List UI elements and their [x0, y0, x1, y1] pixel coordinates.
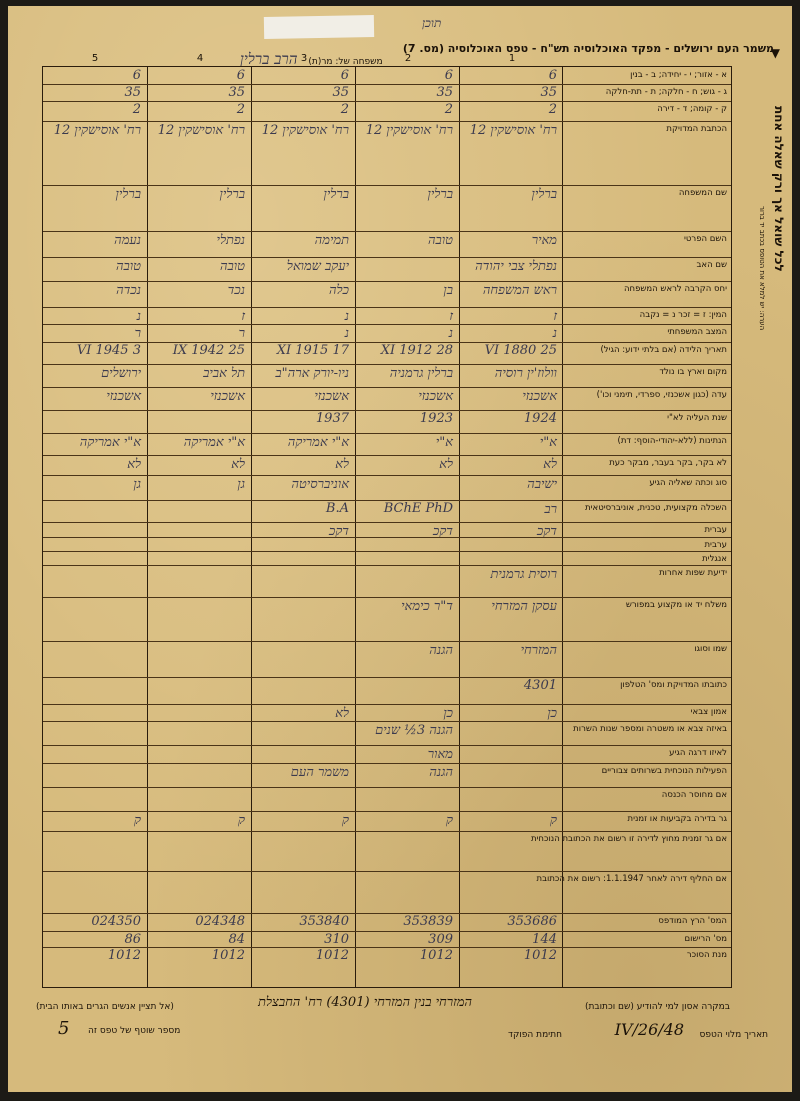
cell-community[interactable]: אשכנזי	[314, 389, 349, 404]
cell-given[interactable]: נעמה	[114, 233, 141, 248]
cell-citizenship[interactable]: א"י	[539, 435, 557, 450]
cell-marital[interactable]: נ	[344, 326, 349, 341]
top-mark: תוכן	[422, 16, 442, 30]
label-temp: אם גר זמנית מחוץ לדירה זו רשום את הכתובת הנוכחית	[530, 834, 727, 844]
cell-heb[interactable]: דקכ	[328, 524, 349, 539]
cell-military[interactable]: כן	[547, 706, 557, 721]
label-reg_no: מס' הרישום	[684, 934, 727, 944]
signature-label: חתימת הפוקד	[508, 1030, 562, 1040]
column-number: 2	[404, 53, 412, 64]
cell-birthplace[interactable]: ניו-יורק ארה"ב	[275, 366, 349, 381]
cell-b[interactable]: 35	[332, 85, 349, 100]
fill-date: IV/26/48	[614, 1020, 684, 1039]
label-father: שם האב	[696, 260, 727, 270]
cell-addr[interactable]: רח' אוסישקין 12	[261, 123, 349, 138]
label-community: עדה (כגון אשכנזי, ספרדי, תימני וכו')	[596, 390, 727, 400]
label-given: השם הפרטי	[684, 234, 727, 244]
cell-rank[interactable]: מאור	[427, 747, 453, 762]
census-form-page	[8, 6, 792, 1092]
cell-surname[interactable]: ברלין	[531, 187, 557, 202]
cell-other_lang[interactable]: רוסית גרמנית	[490, 567, 557, 582]
cell-community[interactable]: אשכנזי	[106, 389, 141, 404]
label-moved: אם החליף דירה לאחר 1.1.1947: רשום את הכתובת	[536, 874, 727, 884]
label-surname: שם המשפחה	[678, 188, 727, 198]
cell-public[interactable]: הגנה	[429, 765, 453, 780]
cell-counter[interactable]: 1012	[523, 948, 557, 963]
cell-birthplace[interactable]: תל אביב	[203, 366, 245, 381]
cell-relation[interactable]: בן	[443, 283, 453, 298]
cell-surname[interactable]: ברלין	[115, 187, 141, 202]
label-id_no: המס' הרץ המודפס	[658, 916, 727, 926]
cell-relation[interactable]: נכדה	[116, 283, 141, 298]
cell-b[interactable]: 35	[228, 85, 245, 100]
paper-tape	[264, 15, 374, 39]
label-birthplace: מקום וארץ בו נולד	[659, 367, 727, 377]
cell-a[interactable]: 6	[340, 68, 349, 83]
cell-study[interactable]: לא	[543, 457, 557, 472]
row-divider	[43, 831, 731, 832]
cell-military[interactable]: כן	[443, 706, 453, 721]
cell-relation[interactable]: כלה	[328, 283, 349, 298]
cell-school[interactable]: ישיבה	[527, 477, 557, 492]
cell-birthplace[interactable]: וולוז'ין רוסיה	[494, 366, 557, 381]
cell-aliyah[interactable]: 1923	[419, 411, 453, 426]
cell-b[interactable]: 35	[540, 85, 557, 100]
cell-counter[interactable]: 1012	[211, 948, 245, 963]
cell-birth[interactable]: 3 VI 1945	[76, 343, 141, 358]
cell-birthplace[interactable]: ברלין גרמניה	[389, 366, 453, 381]
cell-citizenship[interactable]: א"י	[435, 435, 453, 450]
label-emp_addr: כתובתו המדויקת ומס' הטלפון	[620, 680, 727, 690]
cell-given[interactable]: מאיר	[531, 233, 557, 248]
cell-addr[interactable]: רח' אוסישקין 12	[365, 123, 453, 138]
cell-study[interactable]: לא	[335, 457, 349, 472]
cell-citizenship[interactable]: א"י אמריקה	[287, 435, 349, 450]
cell-id_no[interactable]: 024348	[195, 914, 245, 929]
person-column	[43, 53, 147, 987]
label-occupation: משלח יד או מקצוע במפורש	[625, 600, 727, 610]
label-eng: אנגלית	[702, 554, 727, 564]
cell-a[interactable]: 6	[548, 68, 557, 83]
cell-community[interactable]: אשכנזי	[418, 389, 453, 404]
row-divider	[43, 787, 731, 788]
cell-study[interactable]: לא	[127, 457, 141, 472]
cell-id_no[interactable]: 353840	[299, 914, 349, 929]
cell-sex[interactable]: נ	[344, 309, 349, 324]
cell-degree[interactable]: B.A	[325, 501, 349, 516]
label-employer: שמו וסוגו	[694, 644, 727, 654]
cell-heb[interactable]: דקכ	[432, 524, 453, 539]
cell-citizenship[interactable]: א"י אמריקה	[79, 435, 141, 450]
cell-id_no[interactable]: 353839	[403, 914, 453, 929]
label-sex: המין: ז = זכר נ = נקבה	[639, 310, 727, 320]
cell-a[interactable]: 6	[236, 68, 245, 83]
cell-marital[interactable]: נ	[552, 326, 557, 341]
cell-c[interactable]: 2	[444, 102, 453, 117]
cell-birth[interactable]: 25 VI 1880	[484, 343, 557, 358]
cell-occupation[interactable]: ד"ר כימאי	[401, 599, 453, 614]
row-divider	[43, 475, 731, 476]
label-relation: יחס הקרבה לראש המשפחה	[623, 284, 727, 294]
row-divider	[43, 537, 731, 538]
cell-marital[interactable]: ר	[238, 326, 245, 341]
label-disabled: אם מחוסר הכנסה	[661, 790, 727, 800]
emergency-note: (אל תציין אנשים הגרים באותו הבית)	[36, 1002, 174, 1012]
cell-relation[interactable]: ראש המשפחה	[482, 283, 557, 298]
cell-reg_no[interactable]: 309	[428, 932, 453, 947]
column-number: 3	[300, 53, 308, 64]
cell-marital[interactable]: נ	[448, 326, 453, 341]
cell-military[interactable]: לא	[335, 706, 349, 721]
cell-emp_addr[interactable]: 4301	[523, 678, 557, 693]
label-public: הפעילות הנוכחית בשרותים צבוריים	[601, 766, 727, 776]
cell-aliyah[interactable]: 1937	[315, 411, 349, 426]
cell-occupation[interactable]: עסקן המזרחי	[491, 599, 557, 614]
cell-study[interactable]: לא	[439, 457, 453, 472]
row-divider	[43, 677, 731, 678]
cell-school[interactable]: גן	[133, 477, 141, 492]
cell-addr[interactable]: רח' אוסישקין 12	[469, 123, 557, 138]
label-c: ק - קומה; ד - דירה	[657, 104, 727, 114]
cell-aliyah[interactable]: 1924	[523, 411, 557, 426]
label-marital: המצב המשפחתי	[667, 327, 727, 337]
cell-room[interactable]: ק	[446, 813, 453, 828]
label-birth: תאריך הלידה (אם בלתי ידוע: הגיל)	[600, 345, 727, 355]
cell-heb[interactable]: דקכ	[536, 524, 557, 539]
cell-surname[interactable]: ברלין	[323, 187, 349, 202]
cell-father[interactable]: טובה	[219, 259, 245, 274]
family-label: משפחה של: מר(ת) הרב ברלין	[240, 50, 383, 68]
cell-birth[interactable]: 25 IX 1942	[172, 343, 245, 358]
cell-sex[interactable]: ז	[553, 309, 557, 324]
label-b: ג - גוש; ח - חלקה; ת - תת-חלקה	[605, 87, 727, 97]
cell-sex[interactable]: ז	[241, 309, 245, 324]
copy-number-label: מספר שוטף של טפס זה	[88, 1026, 181, 1036]
label-arb: ערבית	[704, 540, 727, 550]
row-divider	[43, 871, 731, 872]
cell-counter[interactable]: 1012	[107, 948, 141, 963]
cell-given[interactable]: טובה	[427, 233, 453, 248]
label-other_lang: ידיעת שפות אחרות	[659, 568, 727, 578]
label-military: אמון צבאי	[690, 707, 727, 717]
cell-employer[interactable]: הגנה	[429, 643, 453, 658]
cell-community[interactable]: אשכנזי	[522, 389, 557, 404]
column-number: 4	[196, 53, 204, 64]
cell-c[interactable]: 2	[548, 102, 557, 117]
cell-b[interactable]: 35	[436, 85, 453, 100]
label-room: גר בדירה בקביעות או זמנית	[627, 814, 727, 824]
cell-b[interactable]: 35	[124, 85, 141, 100]
cell-reg_no[interactable]: 310	[324, 932, 349, 947]
cell-relation[interactable]: נכד	[227, 283, 245, 298]
cell-sex[interactable]: ז	[449, 309, 453, 324]
cell-c[interactable]: 2	[340, 102, 349, 117]
cell-room[interactable]: ק	[550, 813, 557, 828]
cell-degree[interactable]: רב	[544, 502, 557, 517]
person-column	[147, 53, 251, 987]
cell-id_no[interactable]: 353686	[507, 914, 557, 929]
label-school: סוג וכתה שאליה הגיע	[649, 478, 727, 488]
label-citizenship: הנתינות (ללא-יהודי-הוסף: דת)	[617, 436, 727, 446]
row-divider	[43, 565, 731, 566]
label-a: א - אזור; י - יחידה; ב - בנין	[630, 70, 727, 80]
cell-reg_no[interactable]: 144	[532, 932, 557, 947]
label-aliyah: שנת העליה לא"י	[667, 413, 727, 423]
cell-a[interactable]: 6	[132, 68, 141, 83]
cell-father[interactable]: יעקב שמואל	[286, 259, 349, 274]
cell-c[interactable]: 2	[236, 102, 245, 117]
label-rank: לאיזו דרגה הגיע	[669, 748, 727, 758]
cell-addr[interactable]: רח' אוסישקין 12	[157, 123, 245, 138]
side-note: הערה: יש למלא את הטופס בכתב יד ברור	[758, 206, 766, 331]
emergency-contact: המזרחי בנין המזרחי (4301) רח' החבצלת	[258, 995, 473, 1010]
cell-a[interactable]: 6	[444, 68, 453, 83]
cell-school[interactable]: אוניברסיטה	[291, 477, 349, 492]
label-counter: מנת הסוכר	[686, 950, 727, 960]
cell-id_no[interactable]: 024350	[91, 914, 141, 929]
row-divider	[43, 551, 731, 552]
cell-room[interactable]: ק	[238, 813, 245, 828]
row-divider	[43, 257, 731, 258]
cell-surname[interactable]: ברלין	[427, 187, 453, 202]
cell-father[interactable]: נפתלי צבי יהודה	[475, 259, 557, 274]
cell-study[interactable]: לא	[231, 457, 245, 472]
cell-employer[interactable]: המזרחי	[520, 643, 557, 658]
cell-surname[interactable]: ברלין	[219, 187, 245, 202]
label-heb: עברית	[704, 525, 727, 535]
cell-birthplace[interactable]: ירושלים	[101, 366, 141, 381]
cell-c[interactable]: 2	[132, 102, 141, 117]
cell-reg_no[interactable]: 84	[228, 932, 245, 947]
emergency-label: במקרה אסון למי להודיע (שם וכתובת)	[584, 1002, 730, 1012]
cell-marital[interactable]: ר	[134, 326, 141, 341]
label-army: באיזה צבא או משטרה ומספר שנות השרות	[573, 724, 727, 734]
cell-school[interactable]: גן	[237, 477, 245, 492]
cell-given[interactable]: תמימה	[314, 233, 349, 248]
cell-given[interactable]: נפתלי	[216, 233, 245, 248]
cell-counter[interactable]: 1012	[419, 948, 453, 963]
cell-addr[interactable]: רח' אוסישקין 12	[53, 123, 141, 138]
label-addr: הכתבת המדויקת	[666, 124, 727, 134]
arrow-icon: ▼	[770, 46, 780, 60]
cell-reg_no[interactable]: 86	[124, 932, 141, 947]
date-label: תאריך מלוי הטפס	[699, 1030, 768, 1040]
cell-birth[interactable]: 17 XI 1915	[276, 343, 349, 358]
cell-birth[interactable]: 28 XI 1912	[380, 343, 453, 358]
label-degree: השכלה מקצועית, טכנית, אוניברסיטאית	[585, 503, 727, 513]
cell-army[interactable]: הגנה 3½ שנים	[375, 723, 453, 738]
column-number: 1	[508, 53, 516, 64]
cell-sex[interactable]: נ	[136, 309, 141, 324]
column-number: 5	[91, 53, 99, 64]
cell-room[interactable]: ק	[342, 813, 349, 828]
label-study: לא בקר, בקר בעבר, מבקר כעת	[609, 458, 727, 468]
cell-room[interactable]: ק	[134, 813, 141, 828]
cell-citizenship[interactable]: א"י אמריקה	[183, 435, 245, 450]
copy-number: 5	[58, 1018, 70, 1039]
form-title: משמר העם ירושלים - מפקד האוכלוסיה תש"ח - טפס האוכלוסיה (מס. 7)	[402, 42, 774, 55]
cell-community[interactable]: אשכנזי	[210, 389, 245, 404]
side-instruction: לכל שואל אך ורק שאלה אחת	[772, 106, 786, 272]
cell-degree[interactable]: BChE PhD	[383, 501, 453, 516]
cell-father[interactable]: טובה	[115, 259, 141, 274]
cell-public[interactable]: משמר העם	[290, 765, 349, 780]
cell-counter[interactable]: 1012	[315, 948, 349, 963]
